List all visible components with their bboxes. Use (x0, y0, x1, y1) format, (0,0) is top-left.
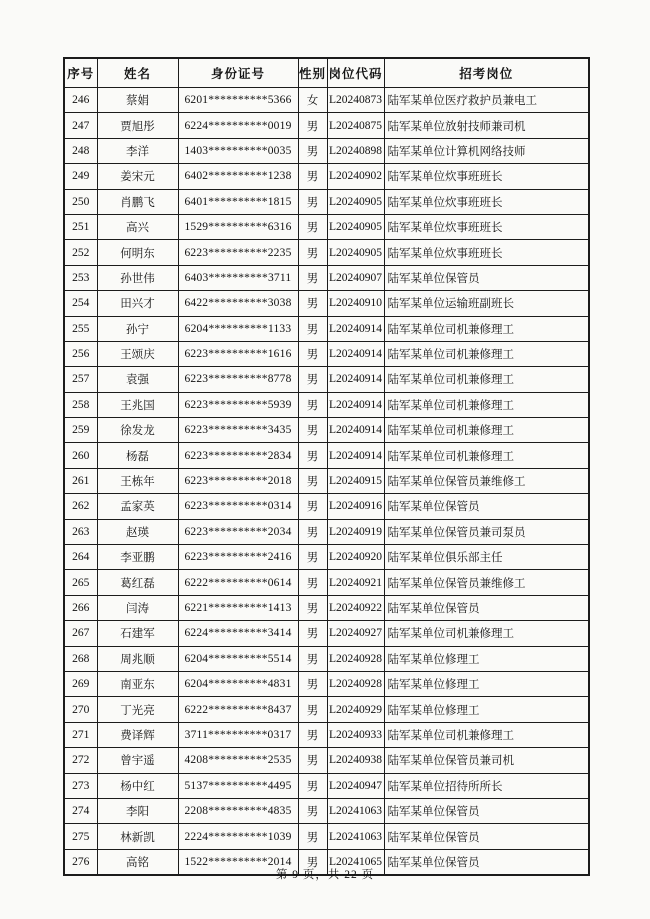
cell-job-title: 陆军某单位司机兼修理工 (384, 316, 589, 341)
cell-job-title: 陆军某单位保管员 (384, 798, 589, 823)
cell-id-number: 4208**********2535 (178, 748, 298, 773)
cell-gender: 男 (298, 265, 327, 290)
cell-index: 256 (64, 341, 97, 366)
column-header-job-code: 岗位代码 (327, 58, 384, 88)
cell-job-title: 陆军某单位保管员 (384, 265, 589, 290)
cell-name: 赵瑛 (97, 519, 178, 544)
cell-name: 田兴才 (97, 291, 178, 316)
table-row (64, 519, 589, 544)
cell-id-number: 6223**********2416 (178, 545, 298, 570)
cell-name: 高铭 (97, 849, 178, 875)
column-header-name: 姓名 (97, 58, 178, 88)
cell-gender: 男 (298, 722, 327, 747)
cell-name: 葛红磊 (97, 570, 178, 595)
cell-name: 李阳 (97, 798, 178, 823)
cell-gender: 男 (298, 468, 327, 493)
cell-id-number: 6201**********5366 (178, 88, 298, 113)
cell-name: 周兆顺 (97, 646, 178, 671)
cell-gender: 男 (298, 595, 327, 620)
cell-gender: 男 (298, 570, 327, 595)
cell-name: 孙世伟 (97, 265, 178, 290)
table-row (64, 824, 589, 849)
cell-job-title: 陆军某单位司机兼修理工 (384, 367, 589, 392)
cell-job-code: L20240907 (327, 265, 384, 290)
cell-id-number: 6224**********3414 (178, 621, 298, 646)
cell-job-code: L20241065 (327, 849, 384, 875)
cell-job-code: L20240905 (327, 240, 384, 265)
cell-id-number: 6221**********1413 (178, 595, 298, 620)
cell-job-code: L20240873 (327, 88, 384, 113)
cell-name: 袁强 (97, 367, 178, 392)
cell-gender: 男 (298, 849, 327, 875)
column-header-job-title: 招考岗位 (384, 58, 589, 88)
cell-job-code: L20240927 (327, 621, 384, 646)
cell-id-number: 6224**********0019 (178, 113, 298, 138)
cell-job-code: L20240914 (327, 367, 384, 392)
cell-name: 李亚鹏 (97, 545, 178, 570)
cell-id-number: 6204**********1133 (178, 316, 298, 341)
cell-id-number: 6223**********2018 (178, 468, 298, 493)
table-row (64, 138, 589, 163)
cell-job-title: 陆军某单位放射技师兼司机 (384, 113, 589, 138)
cell-job-title: 陆军某单位修理工 (384, 671, 589, 696)
cell-gender: 女 (298, 88, 327, 113)
cell-index: 255 (64, 316, 97, 341)
cell-gender: 男 (298, 113, 327, 138)
cell-id-number: 6223**********0314 (178, 494, 298, 519)
cell-name: 高兴 (97, 214, 178, 239)
cell-index: 270 (64, 697, 97, 722)
table-row (64, 595, 589, 620)
cell-job-code: L20240902 (327, 164, 384, 189)
cell-index: 263 (64, 519, 97, 544)
cell-job-title: 陆军某单位招待所所长 (384, 773, 589, 798)
cell-id-number: 6223**********5939 (178, 392, 298, 417)
cell-job-code: L20240922 (327, 595, 384, 620)
cell-job-title: 陆军某单位司机兼修理工 (384, 443, 589, 468)
cell-index: 247 (64, 113, 97, 138)
table-row (64, 443, 589, 468)
cell-job-title: 陆军某单位保管员兼维修工 (384, 570, 589, 595)
cell-name: 肖鹏飞 (97, 189, 178, 214)
cell-name: 姜宋元 (97, 164, 178, 189)
cell-gender: 男 (298, 545, 327, 570)
cell-name: 何明东 (97, 240, 178, 265)
cell-name: 徐发龙 (97, 418, 178, 443)
cell-name: 杨中红 (97, 773, 178, 798)
cell-job-code: L20241063 (327, 798, 384, 823)
cell-job-code: L20240929 (327, 697, 384, 722)
cell-index: 261 (64, 468, 97, 493)
cell-name: 费译辉 (97, 722, 178, 747)
recruitment-roster-table (63, 57, 590, 876)
cell-job-code: L20241063 (327, 824, 384, 849)
column-header-gender: 性别 (298, 58, 327, 88)
cell-job-code: L20240914 (327, 316, 384, 341)
cell-job-title: 陆军某单位炊事班班长 (384, 189, 589, 214)
cell-index: 257 (64, 367, 97, 392)
cell-index: 259 (64, 418, 97, 443)
cell-id-number: 6401**********1815 (178, 189, 298, 214)
cell-index: 272 (64, 748, 97, 773)
cell-id-number: 3711**********0317 (178, 722, 298, 747)
cell-index: 260 (64, 443, 97, 468)
table-row (64, 164, 589, 189)
cell-job-title: 陆军某单位司机兼修理工 (384, 418, 589, 443)
cell-index: 258 (64, 392, 97, 417)
table-body (64, 88, 589, 876)
cell-job-title: 陆军某单位保管员兼司机 (384, 748, 589, 773)
cell-name: 南亚东 (97, 671, 178, 696)
cell-name: 王兆国 (97, 392, 178, 417)
cell-index: 269 (64, 671, 97, 696)
cell-job-code: L20240938 (327, 748, 384, 773)
cell-gender: 男 (298, 519, 327, 544)
cell-name: 孟家英 (97, 494, 178, 519)
cell-gender: 男 (298, 291, 327, 316)
cell-index: 267 (64, 621, 97, 646)
cell-job-title: 陆军某单位炊事班班长 (384, 214, 589, 239)
cell-index: 274 (64, 798, 97, 823)
cell-index: 268 (64, 646, 97, 671)
cell-id-number: 1403**********0035 (178, 138, 298, 163)
cell-id-number: 6402**********1238 (178, 164, 298, 189)
page-number-footer: 第 9 页，共 22 页 (275, 869, 375, 881)
table-row (64, 316, 589, 341)
cell-index: 253 (64, 265, 97, 290)
cell-name: 林新凯 (97, 824, 178, 849)
table-row (64, 494, 589, 519)
cell-job-code: L20240914 (327, 418, 384, 443)
cell-job-code: L20240933 (327, 722, 384, 747)
cell-name: 李洋 (97, 138, 178, 163)
cell-id-number: 2224**********1039 (178, 824, 298, 849)
table-row (64, 646, 589, 671)
cell-job-title: 陆军某单位司机兼修理工 (384, 341, 589, 366)
table-row (64, 570, 589, 595)
cell-id-number: 6223**********2235 (178, 240, 298, 265)
cell-name: 孙宁 (97, 316, 178, 341)
cell-id-number: 1529**********6316 (178, 214, 298, 239)
cell-job-code: L20240914 (327, 443, 384, 468)
cell-job-title: 陆军某单位运输班副班长 (384, 291, 589, 316)
cell-id-number: 6223**********3435 (178, 418, 298, 443)
cell-job-title: 陆军某单位修理工 (384, 697, 589, 722)
cell-job-title: 陆军某单位计算机网络技师 (384, 138, 589, 163)
cell-name: 蔡娟 (97, 88, 178, 113)
cell-gender: 男 (298, 824, 327, 849)
cell-id-number: 6223**********1616 (178, 341, 298, 366)
cell-gender: 男 (298, 418, 327, 443)
cell-id-number: 6222**********8437 (178, 697, 298, 722)
cell-id-number: 6403**********3711 (178, 265, 298, 290)
cell-index: 252 (64, 240, 97, 265)
cell-index: 273 (64, 773, 97, 798)
cell-job-title: 陆军某单位司机兼修理工 (384, 392, 589, 417)
cell-id-number: 6223**********8778 (178, 367, 298, 392)
cell-gender: 男 (298, 189, 327, 214)
table-row (64, 671, 589, 696)
table-row (64, 468, 589, 493)
table-row (64, 773, 589, 798)
cell-job-code: L20240914 (327, 392, 384, 417)
cell-gender: 男 (298, 164, 327, 189)
cell-id-number: 2208**********4835 (178, 798, 298, 823)
cell-id-number: 1522**********2014 (178, 849, 298, 875)
cell-id-number: 6223**********2834 (178, 443, 298, 468)
cell-gender: 男 (298, 240, 327, 265)
column-header-id-number: 身份证号 (178, 58, 298, 88)
table-row (64, 341, 589, 366)
cell-job-title: 陆军某单位炊事班班长 (384, 164, 589, 189)
cell-job-code: L20240905 (327, 214, 384, 239)
table-row (64, 697, 589, 722)
cell-job-title: 陆军某单位修理工 (384, 646, 589, 671)
cell-gender: 男 (298, 748, 327, 773)
cell-job-code: L20240915 (327, 468, 384, 493)
cell-job-code: L20240914 (327, 341, 384, 366)
cell-job-code: L20240947 (327, 773, 384, 798)
cell-name: 曾宇遥 (97, 748, 178, 773)
cell-index: 266 (64, 595, 97, 620)
cell-job-code: L20240921 (327, 570, 384, 595)
cell-gender: 男 (298, 773, 327, 798)
table-row (64, 88, 589, 113)
cell-job-code: L20240920 (327, 545, 384, 570)
table-header-row (64, 58, 589, 88)
cell-index: 265 (64, 570, 97, 595)
cell-index: 271 (64, 722, 97, 747)
cell-id-number: 6422**********3038 (178, 291, 298, 316)
cell-name: 石建军 (97, 621, 178, 646)
cell-gender: 男 (298, 798, 327, 823)
cell-job-title: 陆军某单位保管员 (384, 494, 589, 519)
cell-index: 254 (64, 291, 97, 316)
cell-job-title: 陆军某单位炊事班班长 (384, 240, 589, 265)
cell-job-title: 陆军某单位保管员 (384, 849, 589, 875)
table-row (64, 367, 589, 392)
cell-index: 264 (64, 545, 97, 570)
cell-id-number: 6223**********2034 (178, 519, 298, 544)
cell-job-title: 陆军某单位司机兼修理工 (384, 722, 589, 747)
cell-name: 王颂庆 (97, 341, 178, 366)
column-header-index: 序号 (64, 58, 97, 88)
cell-gender: 男 (298, 697, 327, 722)
table-row (64, 189, 589, 214)
cell-index: 262 (64, 494, 97, 519)
cell-job-code: L20240928 (327, 646, 384, 671)
cell-job-title: 陆军某单位俱乐部主任 (384, 545, 589, 570)
cell-job-title: 陆军某单位保管员兼司泵员 (384, 519, 589, 544)
cell-name: 闫涛 (97, 595, 178, 620)
cell-gender: 男 (298, 671, 327, 696)
cell-index: 246 (64, 88, 97, 113)
cell-gender: 男 (298, 367, 327, 392)
cell-index: 250 (64, 189, 97, 214)
cell-gender: 男 (298, 341, 327, 366)
table-row (64, 722, 589, 747)
cell-job-title: 陆军某单位保管员 (384, 595, 589, 620)
table-row (64, 392, 589, 417)
cell-job-code: L20240905 (327, 189, 384, 214)
cell-name: 杨磊 (97, 443, 178, 468)
cell-job-code: L20240910 (327, 291, 384, 316)
cell-job-code: L20240875 (327, 113, 384, 138)
cell-id-number: 6222**********0614 (178, 570, 298, 595)
cell-index: 251 (64, 214, 97, 239)
cell-job-title: 陆军某单位司机兼修理工 (384, 621, 589, 646)
cell-index: 249 (64, 164, 97, 189)
cell-job-code: L20240898 (327, 138, 384, 163)
cell-index: 248 (64, 138, 97, 163)
cell-job-title: 陆军某单位保管员 (384, 824, 589, 849)
cell-name: 丁光亮 (97, 697, 178, 722)
table-row (64, 418, 589, 443)
cell-index: 276 (64, 849, 97, 875)
cell-name: 贾旭彤 (97, 113, 178, 138)
table-row (64, 214, 589, 239)
table-row (64, 798, 589, 823)
cell-gender: 男 (298, 214, 327, 239)
cell-gender: 男 (298, 494, 327, 519)
cell-gender: 男 (298, 392, 327, 417)
table-row (64, 240, 589, 265)
cell-name: 王栋年 (97, 468, 178, 493)
cell-job-code: L20240919 (327, 519, 384, 544)
cell-job-title: 陆军某单位医疗救护员兼电工 (384, 88, 589, 113)
cell-id-number: 5137**********4495 (178, 773, 298, 798)
cell-gender: 男 (298, 316, 327, 341)
cell-index: 275 (64, 824, 97, 849)
cell-job-title: 陆军某单位保管员兼维修工 (384, 468, 589, 493)
table-row (64, 265, 589, 290)
cell-id-number: 6204**********4831 (178, 671, 298, 696)
cell-gender: 男 (298, 138, 327, 163)
cell-job-code: L20240928 (327, 671, 384, 696)
cell-id-number: 6204**********5514 (178, 646, 298, 671)
table-row (64, 291, 589, 316)
cell-gender: 男 (298, 443, 327, 468)
cell-job-code: L20240916 (327, 494, 384, 519)
table-row (64, 621, 589, 646)
cell-gender: 男 (298, 621, 327, 646)
cell-gender: 男 (298, 646, 327, 671)
table-row (64, 748, 589, 773)
table-row (64, 113, 589, 138)
table-row (64, 545, 589, 570)
